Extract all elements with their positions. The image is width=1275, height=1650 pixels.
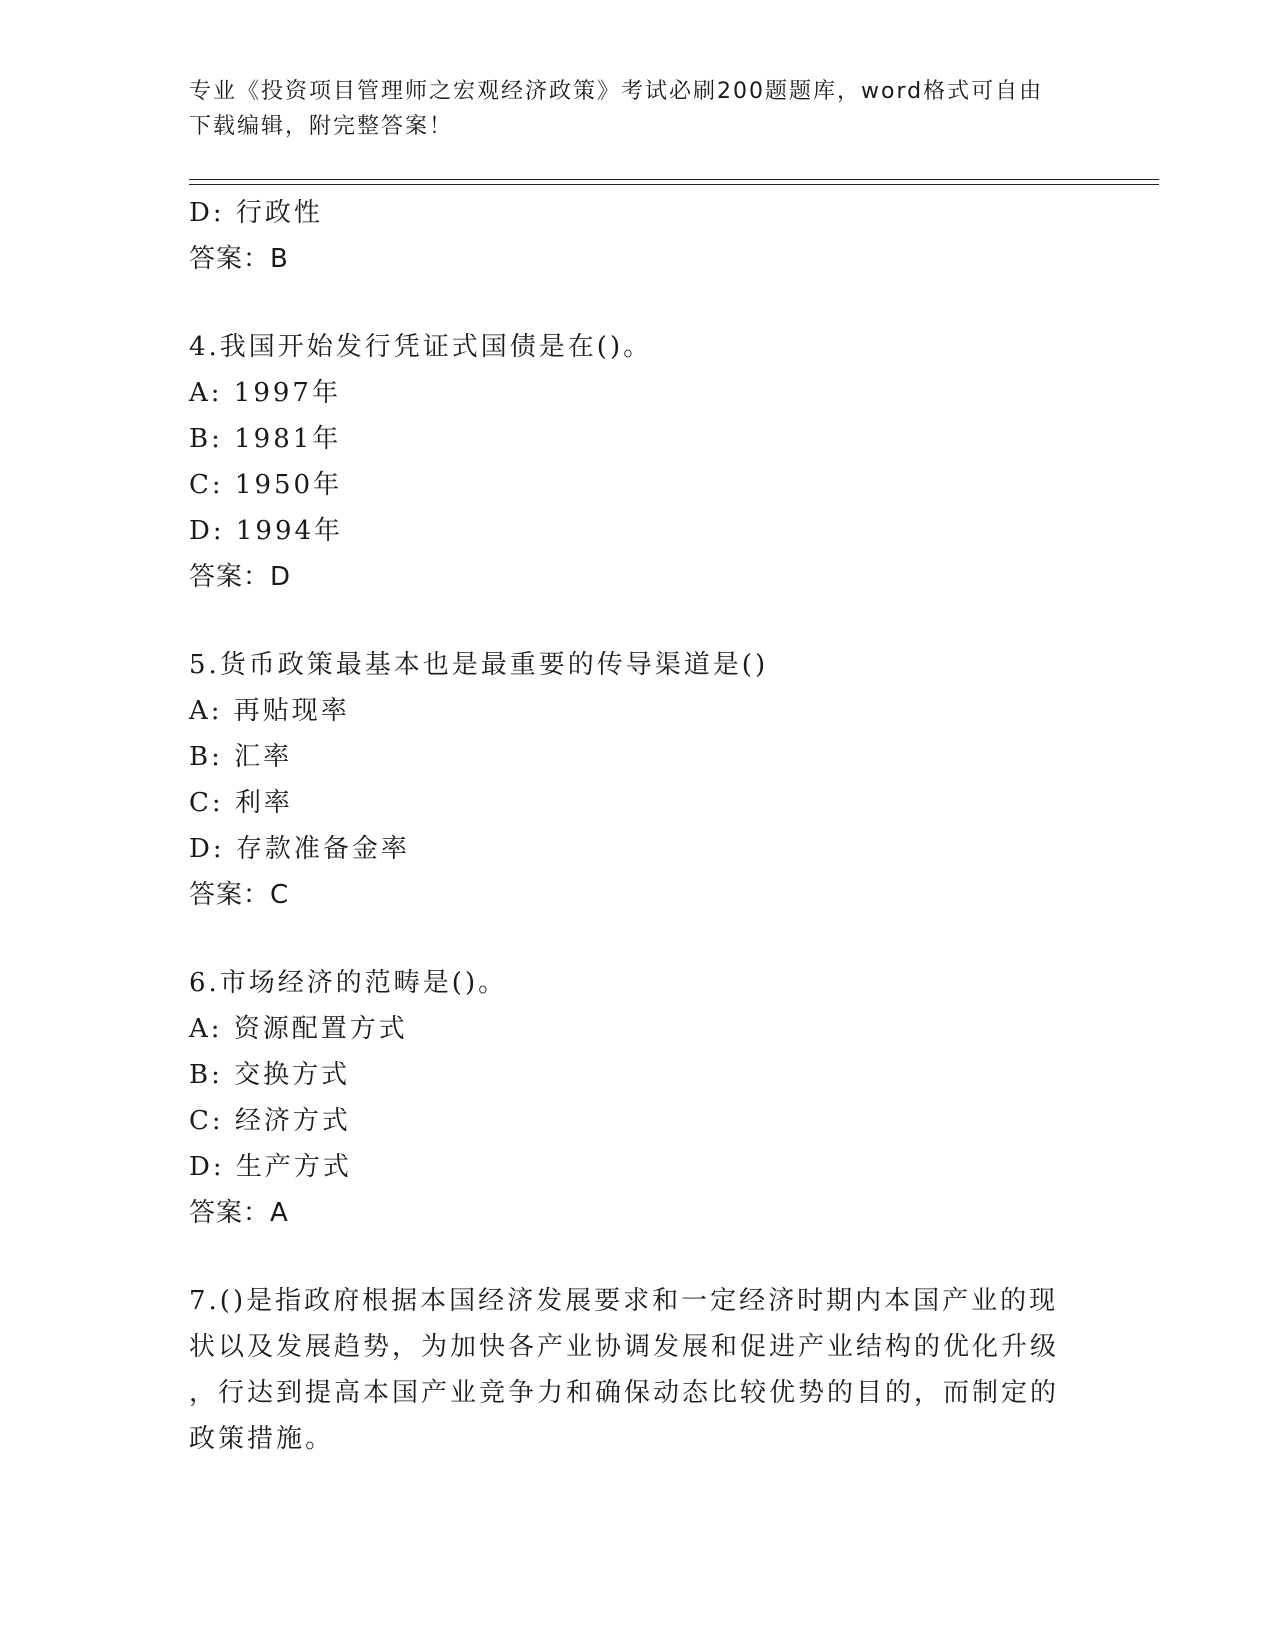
option-d: D: 生产方式 [189,1152,352,1182]
option-c: C: 1950年 [189,470,343,500]
question-text-line-4: 政策措施。 [189,1424,335,1454]
option-b: B: 1981年 [189,424,342,454]
option-a: A: 资源配置方式 [189,1014,408,1044]
option-d: D: 1994年 [189,516,344,546]
option-a: A: 1997年 [189,378,341,408]
option-b: B: 汇率 [189,742,293,772]
header-divider-bottom [189,184,1159,185]
question-text-line-1: 7.()是指政府根据本国经济发展要求和一定经济时期内本国产业的现 [189,1286,1059,1316]
header-line-2: 下载编辑，附完整答案！ [189,114,454,139]
question-5 [189,642,1069,918]
answer: 答案：A [189,1198,289,1228]
option-c: C: 经济方式 [189,1106,351,1136]
header-divider-top [189,179,1159,180]
option-b: B: 交换方式 [189,1060,351,1090]
answer: 答案：D [189,562,292,592]
header-line-1: 专业《投资项目管理师之宏观经济政策》考试必刷200题题库，word格式可自由 [189,79,1044,104]
option-a: A: 再贴现率 [189,696,350,726]
question-text-line-2: 状以及发展趋势，为加快各产业协调发展和促进产业结构的优化升级 [189,1332,1060,1362]
question-text: 5.货币政策最基本也是最重要的传导渠道是() [189,650,769,680]
question-4 [189,324,1069,600]
question-text-line-3: ，行达到提高本国产业竞争力和确保动态比较优势的目的，而制定的 [189,1378,1060,1408]
answer: 答案：C [189,880,290,910]
question-3 [189,190,1069,282]
option-d: D: 存款准备金率 [189,834,410,864]
option-c: C: 利率 [189,788,293,818]
question-7 [189,1278,1069,1462]
answer: 答案：B [189,244,289,274]
question-6 [189,960,1069,1236]
question-text: 4.我国开始发行凭证式国债是在()。 [189,332,653,362]
question-list [189,190,1069,1462]
option-d: D: 行政性 [189,198,323,228]
question-text: 6.市场经济的范畴是()。 [189,968,508,998]
document-header [189,74,1069,144]
